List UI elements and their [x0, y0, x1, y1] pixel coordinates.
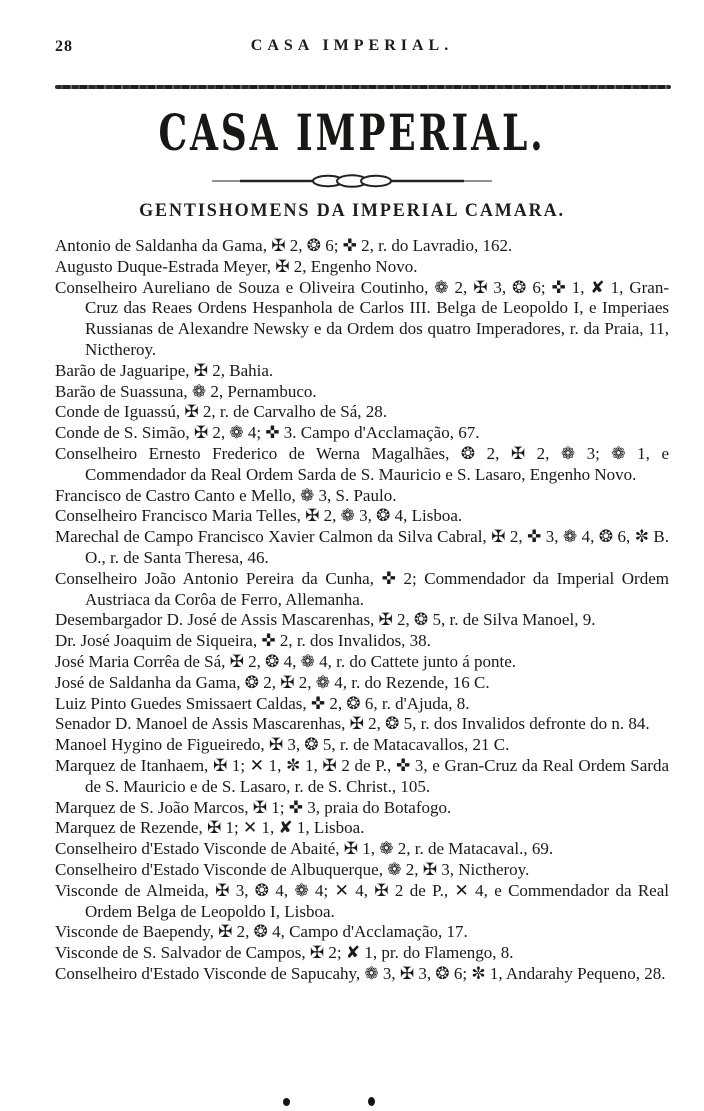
- entry-line: Conselheiro Ernesto Frederico de Werna Magalhães, ❂ 2, ✠ 2, ❁ 3; ❁ 1, e Commendador da Real Ordem Sarda de S. Mauricio e S. Lasaro, Engenho Novo.: [55, 443, 669, 484]
- entry-line: Visconde de Almeida, ✠ 3, ❂ 4, ❁ 4; ✕ 4, ✠ 2 de P., ✕ 4, e Commendador da Real Ordem Belga de Leopoldo I, Lisboa.: [55, 880, 669, 921]
- entry-line: Visconde de S. Salvador de Campos, ✠ 2; ✘ 1, pr. do Flamengo, 8.: [55, 943, 514, 963]
- entry-line: Luiz Pinto Guedes Smissaert Caldas, ✜ 2, ❂ 6, r. d'Ajuda, 8.: [55, 693, 470, 713]
- ink-speck: [368, 1097, 375, 1106]
- running-head: CASA IMPERIAL.: [250, 37, 454, 54]
- entry-line: Desembargador D. José de Assis Mascarenhas, ✠ 2, ❂ 5, r. de Silva Manoel, 9.: [55, 610, 596, 630]
- section-heading: GENTISHOMENS DA IMPERIAL CAMARA.: [139, 200, 565, 221]
- entry-line: Barão de Jaguaripe, ✠ 2, Bahia.: [55, 360, 274, 380]
- entry-line: Conselheiro d'Estado Visconde de Albuquerque, ❁ 2, ✠ 3, Nictheroy.: [55, 859, 530, 879]
- entry-line: Conselheiro Aureliano de Souza e Oliveira Coutinho, ❁ 2, ✠ 3, ❂ 6; ✜ 1, ✘ 1, Gran-Cruz das Reaes Ordens Hespanhola de Carlos III. Belga de Leopoldo I, e Imperiaes Russianas de Alexandre Newsky e da Ordem dos quatro Imperadores, r. da Praia, 11, Nictheroy.: [55, 277, 669, 359]
- entry-line: Antonio de Saldanha da Gama, ✠ 2, ❂ 6; ✜ 2, r. do Lavradio, 162.: [55, 236, 513, 255]
- entry-line: Conselheiro d'Estado Visconde de Abaité, ✠ 1, ❁ 2, r. de Matacaval., 69.: [55, 839, 554, 859]
- entry-line: José Maria Corrêa de Sá, ✠ 2, ❂ 4, ❁ 4, r. do Cattete junto á ponte.: [55, 651, 517, 671]
- ink-speck: [283, 1098, 290, 1106]
- page-title: CASA IMPERIAL.: [158, 103, 546, 162]
- entry-line: José de Saldanha da Gama, ❂ 2, ✠ 2, ❁ 4, r. do Rezende, 16 C.: [55, 672, 490, 692]
- entry-line: Barão de Suassuna, ❁ 2, Pernambuco.: [55, 381, 317, 401]
- entry-line: Manoel Hygino de Figueiredo, ✠ 3, ❂ 5, r. de Matacavallos, 21 C.: [55, 735, 510, 755]
- divider-ornament-icon: [0, 174, 704, 193]
- entry-line: Dr. José Joaquim de Siqueira, ✜ 2, r. dos Invalidos, 38.: [55, 631, 431, 651]
- entry-line: Marquez de Rezende, ✠ 1; ✕ 1, ✘ 1, Lisboa.: [55, 818, 365, 838]
- header-rule: [55, 85, 671, 89]
- entry-line: Senador D. Manoel de Assis Mascarenhas, ✠ 2, ❂ 5, r. dos Invalidos defronte do n. 84.: [55, 714, 650, 734]
- entry-line: Conde de Iguassú, ✠ 2, r. de Carvalho de Sá, 28.: [55, 402, 387, 422]
- entry-line: Conselheiro d'Estado Visconde de Sapucahy, ❁ 3, ✠ 3, ❂ 6; ✼ 1, Andarahy Pequeno, 28.: [55, 963, 666, 983]
- entry-line: Conde de S. Simão, ✠ 2, ❁ 4; ✜ 3. Campo d'Acclamação, 67.: [55, 423, 480, 443]
- entry-line: Visconde de Baependy, ✠ 2, ❂ 4, Campo d'Acclamação, 17.: [55, 922, 468, 942]
- entry-line: Augusto Duque-Estrada Meyer, ✠ 2, Engenho Novo.: [55, 256, 418, 276]
- entry-line: Marquez de S. João Marcos, ✠ 1; ✜ 3, praia do Botafogo.: [55, 797, 452, 817]
- entry-line: Marquez de Itanhaem, ✠ 1; ✕ 1, ✼ 1, ✠ 2 de P., ✜ 3, e Gran-Cruz da Real Ordem Sarda de S. Mauricio e de S. Lasaro, r. de S. Christ., 105.: [55, 755, 669, 796]
- entry-line: Francisco de Castro Canto e Mello, ❁ 3, S. Paulo.: [55, 485, 397, 505]
- entry-line: Conselheiro João Antonio Pereira da Cunha, ✜ 2; Commendador da Imperial Ordem Austriaca da Corôa de Ferro, Allemanha.: [55, 568, 669, 609]
- entries-list: [55, 236, 669, 985]
- entry-line: Marechal de Campo Francisco Xavier Calmon da Silva Cabral, ✠ 2, ✜ 3, ❁ 4, ❂ 6, ✼ B. O., r. de Santa Theresa, 46.: [55, 527, 669, 567]
- page-number: 28: [55, 38, 73, 55]
- entry-line: Conselheiro Francisco Maria Telles, ✠ 2, ❁ 3, ❂ 4, Lisboa.: [55, 506, 463, 526]
